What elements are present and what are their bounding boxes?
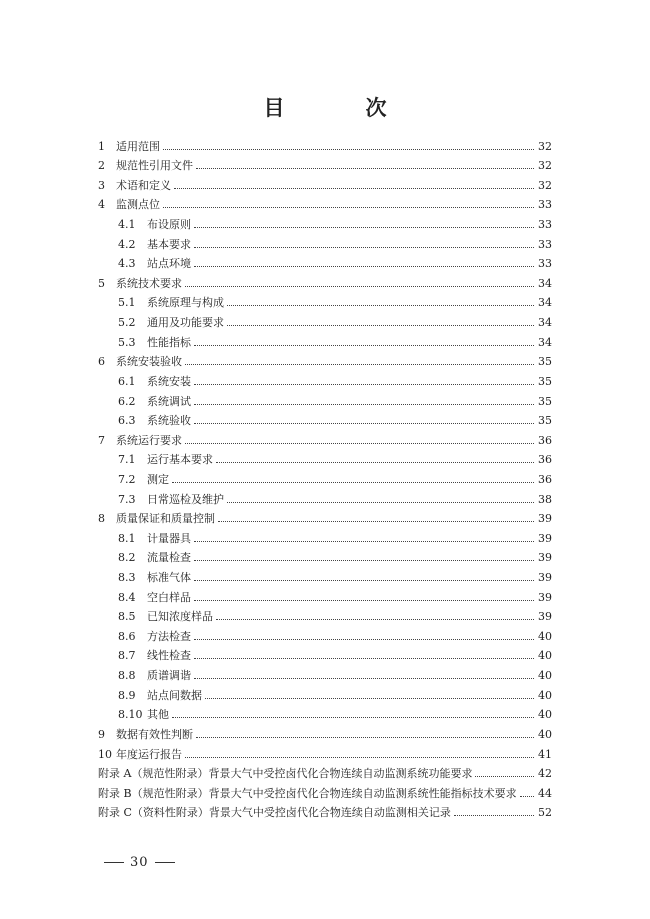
toc-entry-number: 9 (98, 727, 105, 741)
toc-entry-page: 40 (538, 629, 552, 643)
toc-entry-page: 40 (538, 688, 552, 702)
footer-dash-left (104, 862, 124, 863)
toc-entry-label: 方法检查 (147, 629, 191, 643)
toc-entry[interactable] (98, 486, 552, 506)
toc-entry-label: 适用范围 (116, 139, 160, 153)
toc-entry-number: 4.2 (118, 237, 136, 251)
toc-entry-page: 38 (538, 492, 552, 506)
toc-entry-page: 36 (538, 472, 552, 486)
toc-leader-dots (227, 502, 534, 503)
toc-leader-dots (216, 619, 534, 620)
toc-entry-number: 8.7 (118, 649, 136, 663)
toc-leader-dots (196, 737, 534, 738)
toc-entry-number: 7.3 (118, 492, 136, 506)
toc-leader-dots (216, 462, 534, 463)
toc-leader-dots (194, 658, 534, 659)
toc-leader-dots (172, 482, 534, 483)
toc-entry-page: 39 (538, 571, 552, 585)
toc-entry[interactable] (98, 447, 552, 467)
toc-entry-page: 39 (538, 512, 552, 526)
toc-entry-page: 39 (538, 531, 552, 545)
toc-leader-dots (520, 796, 534, 797)
toc-leader-dots (194, 345, 534, 346)
toc-entry-label: 空白样品 (147, 590, 191, 604)
toc-entry-page: 34 (538, 276, 552, 290)
toc-entry[interactable] (98, 545, 552, 565)
toc-entry-page: 39 (538, 610, 552, 624)
toc-leader-dots (174, 188, 534, 189)
toc-entry-label: 附录 A（规范性附录）背景大气中受控卤代化合物连续自动监测系统功能要求 (98, 767, 473, 781)
toc-entry-label: 已知浓度样品 (147, 610, 213, 624)
toc-entry[interactable] (98, 466, 552, 486)
toc-entry-label: 其他 (147, 708, 169, 722)
toc-entry[interactable] (98, 211, 552, 231)
toc-leader-dots (194, 678, 534, 679)
toc-entry-label: 站点环境 (147, 257, 191, 271)
toc-leader-dots (163, 207, 534, 208)
toc-entry-number: 10 (98, 747, 112, 761)
toc-entry-page: 35 (538, 414, 552, 428)
toc-leader-dots (205, 698, 534, 699)
toc-entry-number: 5.2 (118, 316, 136, 330)
toc-entry-label: 日常巡检及维护 (147, 492, 224, 506)
toc-entry-number: 4.1 (118, 218, 136, 232)
toc-entry-label: 通用及功能要求 (147, 316, 224, 330)
toc-entry[interactable] (98, 800, 552, 820)
toc-leader-dots (194, 639, 534, 640)
toc-entry-number: 5 (98, 276, 105, 290)
toc-entry[interactable] (98, 721, 552, 741)
toc-entry-label: 监测点位 (116, 198, 160, 212)
toc-entry-label: 数据有效性判断 (116, 727, 193, 741)
toc-entry[interactable] (98, 133, 552, 153)
toc-entry-number: 8.10 (118, 708, 143, 722)
toc-entry-label: 系统调试 (147, 394, 191, 408)
toc-entry-page: 36 (538, 453, 552, 467)
toc-entry[interactable] (98, 329, 552, 349)
toc-title: 目 次 (263, 95, 417, 120)
toc-entry[interactable] (98, 251, 552, 271)
toc-entry-page: 32 (538, 178, 552, 192)
toc-entry[interactable] (98, 643, 552, 663)
toc-entry-page: 35 (538, 355, 552, 369)
toc-entry-number: 8.5 (118, 610, 136, 624)
toc-entry-label: 系统安装 (147, 374, 191, 388)
toc-entry-number: 8.6 (118, 629, 136, 643)
toc-entry[interactable] (98, 525, 552, 545)
toc-leader-dots (194, 541, 534, 542)
toc-leader-dots (227, 305, 534, 306)
toc-entry-page: 33 (538, 237, 552, 251)
toc-entry-number: 6.3 (118, 414, 136, 428)
toc-entry-label: 测定 (147, 472, 169, 486)
toc-entry-label: 站点间数据 (147, 688, 202, 702)
toc-entry-page: 33 (538, 257, 552, 271)
toc-entry-page: 40 (538, 649, 552, 663)
toc-entry[interactable] (98, 584, 552, 604)
toc-entry-page: 39 (538, 551, 552, 565)
toc-entry-label: 运行基本要求 (147, 453, 213, 467)
toc-entry-number: 7.1 (118, 453, 136, 467)
toc-entry-number: 6.2 (118, 394, 136, 408)
toc-entry-number: 7 (98, 433, 105, 447)
toc-entry[interactable] (98, 408, 552, 428)
toc-entry-page: 34 (538, 296, 552, 310)
toc-entry-page: 39 (538, 590, 552, 604)
toc-leader-dots (227, 325, 534, 326)
toc-leader-dots (218, 521, 534, 522)
toc-entry-page: 40 (538, 669, 552, 683)
toc-entry[interactable] (98, 309, 552, 329)
toc-entry-label: 年度运行报告 (116, 747, 182, 761)
toc-entry-label: 基本要求 (147, 237, 191, 251)
toc-leader-dots (185, 364, 534, 365)
toc-entry[interactable] (98, 231, 552, 251)
toc-entry[interactable] (98, 270, 552, 290)
toc-leader-dots (185, 757, 534, 758)
toc-entry-number: 5.3 (118, 335, 136, 349)
toc-entry-number: 6.1 (118, 374, 136, 388)
page-footer (98, 855, 181, 870)
toc-entry[interactable] (98, 741, 552, 761)
toc-entry-label: 系统安装验收 (116, 355, 182, 369)
toc-entry-number: 2 (98, 159, 105, 173)
toc-entry-label: 系统原理与构成 (147, 296, 224, 310)
toc-entry-label: 计量器具 (147, 531, 191, 545)
toc-leader-dots (194, 580, 534, 581)
toc-leader-dots (194, 423, 534, 424)
toc-entry-page: 32 (538, 139, 552, 153)
toc-entry-label: 附录 B（规范性附录）背景大气中受控卤代化合物连续自动监测系统性能指标技术要求 (98, 786, 517, 800)
toc-entry[interactable] (98, 702, 552, 722)
toc-leader-dots (194, 384, 534, 385)
toc-entry-label: 术语和定义 (116, 178, 171, 192)
toc-entry[interactable] (98, 349, 552, 369)
toc-entry-number: 8.3 (118, 571, 136, 585)
toc-entry-number: 1 (98, 139, 105, 153)
toc-entry-label: 规范性引用文件 (116, 159, 193, 173)
toc-entry-page: 42 (538, 767, 552, 781)
toc-entry-page: 35 (538, 394, 552, 408)
toc-leader-dots (185, 286, 534, 287)
toc-entry[interactable] (98, 761, 552, 781)
table-of-contents (98, 133, 552, 819)
toc-entry-number: 8.8 (118, 669, 136, 683)
toc-entry-number: 6 (98, 355, 105, 369)
toc-leader-dots (194, 600, 534, 601)
toc-leader-dots (194, 404, 534, 405)
toc-leader-dots (196, 168, 534, 169)
toc-entry-label: 附录 C（资料性附录）背景大气中受控卤代化合物连续自动监测相关记录 (98, 806, 451, 820)
toc-entry-label: 系统验收 (147, 414, 191, 428)
toc-entry[interactable] (98, 153, 552, 173)
toc-entry-label: 布设原则 (147, 218, 191, 232)
toc-entry[interactable] (98, 172, 552, 192)
toc-entry[interactable] (98, 662, 552, 682)
footer-dash-right (155, 862, 175, 863)
toc-entry-number: 3 (98, 178, 105, 192)
toc-leader-dots (194, 560, 534, 561)
toc-entry-page: 33 (538, 198, 552, 212)
toc-leader-dots (185, 443, 534, 444)
toc-entry-number: 8.1 (118, 531, 136, 545)
toc-entry-number: 7.2 (118, 472, 136, 486)
toc-entry-number: 8.2 (118, 551, 136, 565)
toc-entry-number: 4 (98, 198, 105, 212)
toc-entry-page: 36 (538, 433, 552, 447)
toc-entry-page: 33 (538, 218, 552, 232)
toc-entry[interactable] (98, 192, 552, 212)
toc-entry[interactable] (98, 388, 552, 408)
toc-entry-number: 5.1 (118, 296, 136, 310)
toc-entry-page: 40 (538, 708, 552, 722)
toc-entry[interactable] (98, 290, 552, 310)
toc-entry-label: 性能指标 (147, 335, 191, 349)
toc-entry-number: 8.9 (118, 688, 136, 702)
toc-leader-dots (172, 717, 534, 718)
toc-entry-page: 35 (538, 374, 552, 388)
toc-entry-page: 44 (538, 786, 552, 800)
toc-entry-number: 4.3 (118, 257, 136, 271)
toc-entry-label: 流量检查 (147, 551, 191, 565)
toc-entry-number: 8.4 (118, 590, 136, 604)
toc-entry[interactable] (98, 682, 552, 702)
toc-leader-dots (454, 815, 534, 816)
toc-leader-dots (163, 149, 534, 150)
page-number: 30 (130, 855, 149, 870)
toc-entry-number: 8 (98, 512, 105, 526)
toc-entry[interactable] (98, 427, 552, 447)
toc-entry-page: 52 (538, 806, 552, 820)
toc-leader-dots (475, 776, 534, 777)
toc-entry-page: 40 (538, 727, 552, 741)
toc-leader-dots (194, 227, 534, 228)
toc-entry[interactable] (98, 564, 552, 584)
toc-entry[interactable] (98, 780, 552, 800)
toc-entry[interactable] (98, 368, 552, 388)
toc-entry-page: 32 (538, 159, 552, 173)
toc-entry-label: 质量保证和质量控制 (116, 512, 215, 526)
toc-leader-dots (194, 266, 534, 267)
toc-entry-page: 34 (538, 316, 552, 330)
toc-entry[interactable] (98, 604, 552, 624)
toc-entry-page: 34 (538, 335, 552, 349)
toc-entry-label: 系统运行要求 (116, 433, 182, 447)
toc-entry-page: 41 (538, 747, 552, 761)
toc-entry[interactable] (98, 506, 552, 526)
toc-entry-label: 线性检查 (147, 649, 191, 663)
toc-entry-label: 系统技术要求 (116, 276, 182, 290)
toc-entry[interactable] (98, 623, 552, 643)
toc-entry-label: 质谱调谐 (147, 669, 191, 683)
toc-leader-dots (194, 247, 534, 248)
toc-entry-label: 标准气体 (147, 571, 191, 585)
